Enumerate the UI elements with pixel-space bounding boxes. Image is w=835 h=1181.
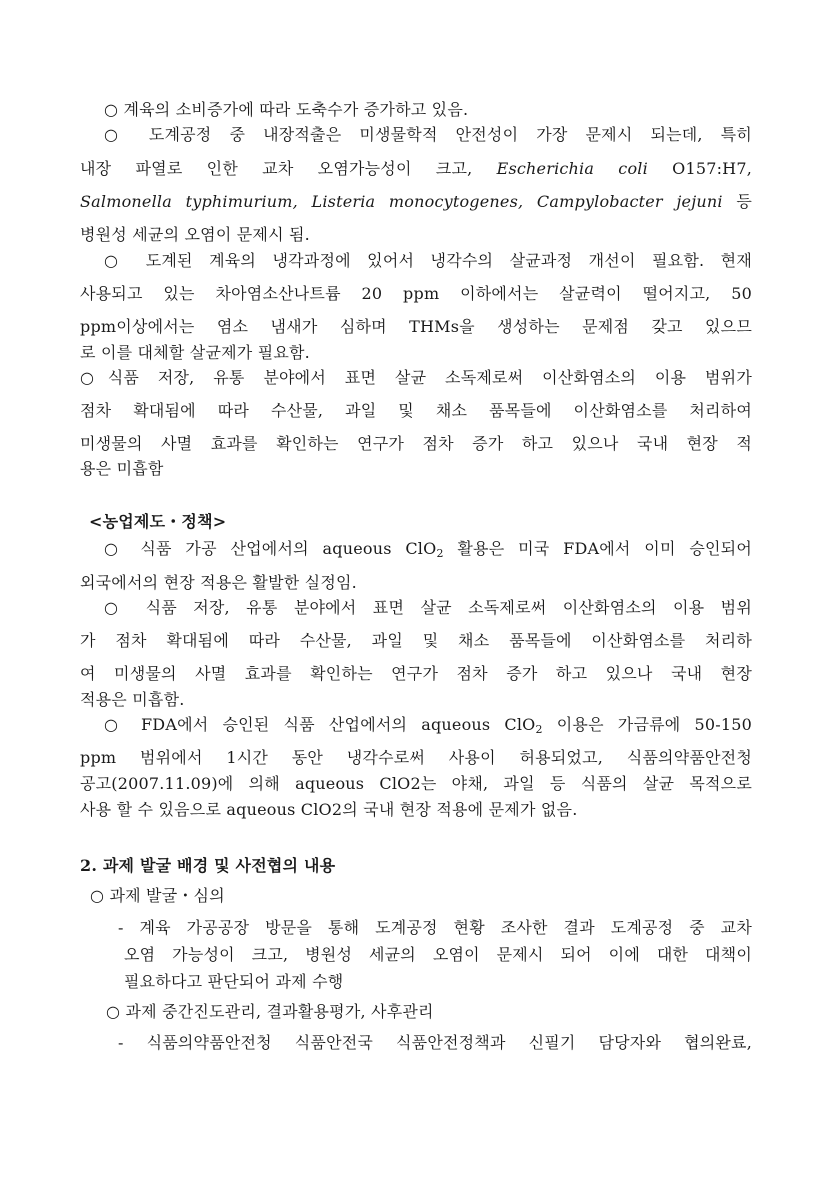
intro-paragraph-4-line-2: 점차 확대됨에 따라 수산물, 과일 및 채소 품목들에 이산화염소를 처리하여 (80, 401, 752, 420)
section-2-item-1-line-1: - 계육 가공공장 방문을 통해 도계공정 현황 조사한 결과 도계공정 중 교차 (118, 918, 752, 937)
policy-c-line-3: 공고(2007.11.09)에 의해 aqueous ClO2는 야채, 과일 등 식품의 살균 목적으로 (80, 774, 752, 793)
intro-paragraph-2-line-1: ○ 도계공정 중 내장적출은 미생물학적 안전성이 가장 문제시 되는데, 특히 (104, 125, 752, 144)
policy-a-line-2: 외국에서의 현장 적용은 활발한 실정임. (80, 573, 357, 592)
section-2-item-1-line-3: 필요하다고 판단되어 과제 수행 (124, 972, 344, 991)
policy-text: ○ 식품 가공 산업에서의 aqueous ClO (104, 539, 437, 558)
intro-paragraph-3-line-4: 로 이를 대체할 살균제가 필요함. (80, 343, 310, 362)
policy-c-line-1 (104, 715, 752, 735)
policy-heading: <농업제도・정책> (89, 512, 227, 531)
intro-paragraph-3-line-1: ○ 도계된 계육의 냉각과정에 있어서 냉각수의 살균과정 개선이 필요함. 현재 (104, 251, 752, 270)
intro-paragraph-3-line-2: 사용되고 있는 차아염소산나트륨 20 ppm 이하에서는 살균력이 떨어지고, 50 (80, 284, 752, 303)
intro-paragraph-4-line-1: ○식품 저장, 유통 분야에서 표면 살균 소독제로써 이산화염소의 이용 범위가 (80, 368, 752, 387)
policy-c-line-2: ppm 범위에서 1시간 동안 냉각수로써 사용이 허용되었고, 식품의약품안전청 (80, 748, 752, 767)
policy-text: ○ FDA에서 승인된 식품 산업에서의 aqueous ClO (104, 715, 536, 734)
section-2-item-2: ○ 과제 중간진도관리, 결과활용평가, 사후관리 (106, 1002, 434, 1021)
policy-a-line-1 (104, 539, 752, 559)
policy-b-line-2: 가 점차 확대됨에 따라 수산물, 과일 및 채소 품목들에 이산화염소를 처리하 (80, 631, 752, 650)
policy-b-line-3: 여 미생물의 사멸 효과를 확인하는 연구가 점차 증가 하고 있으나 국내 현장 (80, 664, 752, 683)
intro-paragraph-3-line-3: ppm이상에서는 염소 냄새가 심하며 THMs을 생성하는 문제점 갖고 있으므 (80, 317, 752, 336)
policy-b-line-4: 적용은 미흡함. (80, 690, 185, 709)
intro-paragraph-2-line-3 (80, 192, 752, 212)
section-2-item-1: ○ 과제 발굴・심의 (90, 886, 225, 905)
intro-text: 내장 파열로 인한 교차 오염가능성이 크고, (80, 159, 497, 178)
intro-text: O157:H7, (647, 159, 752, 178)
intro-paragraph-4-line-3: 미생물의 사멸 효과를 확인하는 연구가 점차 증가 하고 있으나 국내 현장 적 (80, 434, 752, 453)
subscript: 2 (436, 547, 444, 560)
intro-paragraph-2-line-2 (80, 159, 752, 179)
policy-text: 이용은 가금류에 50-150 (542, 715, 752, 734)
intro-paragraph-4-line-4: 용은 미흡함 (80, 459, 164, 478)
intro-text: 등 (722, 192, 752, 211)
section-2-title: 2. 과제 발굴 배경 및 사전협의 내용 (80, 856, 336, 875)
subscript: 2 (535, 723, 543, 736)
policy-text: 활용은 미국 FDA에서 이미 승인되어 (443, 539, 752, 558)
policy-b-line-1: ○ 식품 저장, 유통 분야에서 표면 살균 소독제로써 이산화염소의 이용 범위 (104, 598, 752, 617)
section-2-item-1-line-2: 오염 가능성이 크고, 병원성 세균의 오염이 문제시 되어 이에 대한 대책이 (124, 945, 752, 964)
intro-paragraph-2-line-4: 병원성 세균의 오염이 문제시 됨. (80, 225, 310, 244)
intro-paragraph-1: ○ 계육의 소비증가에 따라 도축수가 증가하고 있음. (104, 100, 469, 119)
policy-c-line-4: 사용 할 수 있음으로 aqueous ClO2의 국내 현장 적용에 문제가 없음. (80, 800, 578, 819)
section-2-item-2-line-1: - 식품의약품안전청 식품안전국 식품안전정책과 신필기 담당자와 협의완료, (118, 1033, 752, 1052)
bacteria-names: Salmonella typhimurium, Listeria monocytogenes, Campylobacter jejuni (80, 192, 723, 211)
bacteria-name: Escherichia coli (496, 159, 648, 178)
